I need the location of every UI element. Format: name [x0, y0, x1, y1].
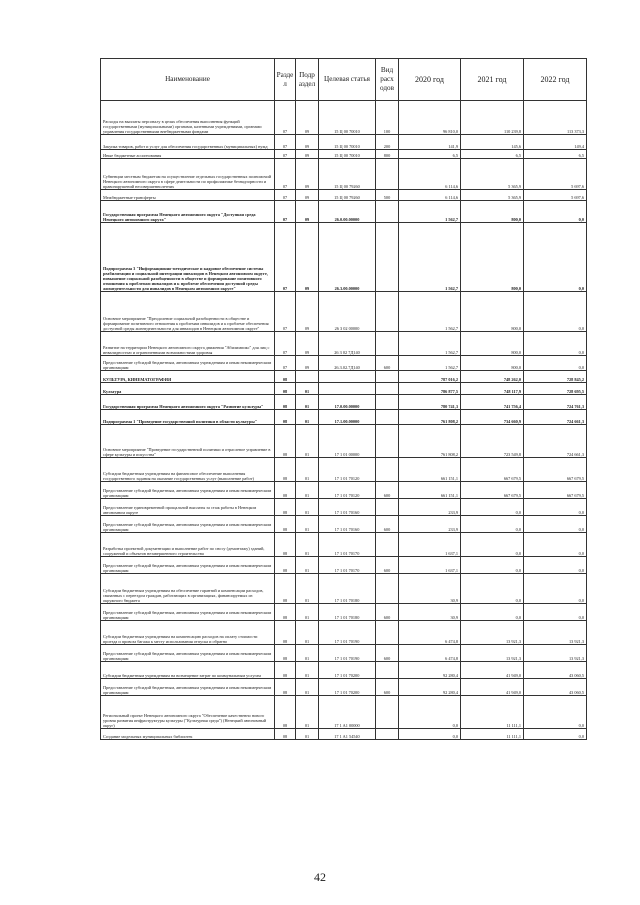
row-razdel: 08	[275, 662, 296, 679]
row-razdel: 07	[275, 190, 296, 201]
row-podrazdel: 01	[296, 729, 319, 740]
row-target: 26.3.00.00000	[319, 223, 376, 292]
row-podrazdel: 09	[296, 190, 319, 201]
row-razdel: 07	[275, 135, 296, 150]
row-vid	[376, 499, 399, 516]
row-2021: 800,0	[461, 332, 524, 356]
row-2021: 800,0	[461, 223, 524, 292]
row-2021: 0,0	[461, 574, 524, 604]
row-target: 15 Ц 00 70010	[319, 101, 376, 135]
row-name: Предоставление единовременной прощальной выплаты за стаж работы в Ненецком автономном округе	[101, 499, 275, 516]
table-row	[101, 201, 587, 223]
row-2022: 5 697,6	[524, 159, 587, 190]
row-podrazdel: 01	[296, 383, 319, 395]
row-podrazdel: 09	[296, 101, 319, 135]
header-target: Целевая статья	[319, 59, 376, 101]
header-vid: Вид расх одов	[376, 59, 399, 101]
row-podrazdel: 01	[296, 482, 319, 499]
row-razdel: 07	[275, 292, 296, 332]
row-target: 17 1 01 70120	[319, 482, 376, 499]
table-row	[101, 621, 587, 645]
table-row	[101, 332, 587, 356]
row-podrazdel: 01	[296, 679, 319, 696]
row-2022: 667 679,5	[524, 482, 587, 499]
row-razdel: 07	[275, 101, 296, 135]
row-2020: 6 474,8	[399, 621, 461, 645]
row-2020: 92 280,4	[399, 679, 461, 696]
row-name: Субсидии бюджетным учреждениям на возмещение затрат по коммунальным услугам	[101, 662, 275, 679]
row-target: 17 1 01 70180	[319, 604, 376, 621]
row-vid: 600	[376, 679, 399, 696]
row-name: Иные бюджетные ассигнования	[101, 150, 275, 159]
row-razdel: 07	[275, 159, 296, 190]
row-2021: 800,0	[461, 201, 524, 223]
row-target: 17 1 01 70120	[319, 458, 376, 482]
row-vid: 600	[376, 645, 399, 662]
row-2021: 5 365,9	[461, 159, 524, 190]
row-name: Развитие на территории Ненецкого автономного округа движения "Абилимпикс" для лиц с инвалидностью и ограниченными возможностями здоровья	[101, 332, 275, 356]
row-2021: 11 111,1	[461, 696, 524, 729]
row-2021: 748 117,9	[461, 383, 524, 395]
row-2021: 667 679,5	[461, 482, 524, 499]
table-header-row	[101, 59, 587, 101]
row-2020: 30,9	[399, 574, 461, 604]
row-podrazdel: 09	[296, 292, 319, 332]
row-name: Расходы на выплаты персоналу в целях обеспечения выполнения функций государственными (муниципальными) органами, казенными учреждениями, органами управления государственными внебюджетными фондами	[101, 101, 275, 135]
row-name: Разработка проектной документации и выполнение работ по сносу (демонтажу) зданий, сооружений и объектов незавершенного строительства	[101, 533, 275, 557]
row-name: Предоставление субсидий бюджетным, автономным учреждениям и иным некоммерческим организациям	[101, 645, 275, 662]
budget-table	[100, 58, 587, 740]
row-2020: 233,9	[399, 499, 461, 516]
row-2021: 0,0	[461, 499, 524, 516]
table-row	[101, 499, 587, 516]
row-vid	[376, 223, 399, 292]
row-2021: 11 111,1	[461, 729, 524, 740]
row-target: 15 Ц 00 70010	[319, 150, 376, 159]
row-2020: 0,0	[399, 696, 461, 729]
row-podrazdel: 01	[296, 557, 319, 574]
row-name: Субсидии бюджетным учреждениям на компенсацию расходов на оплату стоимости проезда и провоза багажа к месту использования отпуска и обратно	[101, 621, 275, 645]
table-row	[101, 410, 587, 425]
row-target: 26.3.02.7Д140	[319, 356, 376, 371]
row-podrazdel: 01	[296, 604, 319, 621]
row-name: Основное мероприятие "Преодоление социальной разобщенности в обществе и формирование позитивного отношения к проблемам инвалидов и к проблеме обеспечения доступной среды жизнедеятельности для инвалидов в Ненецком автономном округе"	[101, 292, 275, 332]
row-vid: 600	[376, 557, 399, 574]
row-podrazdel: 01	[296, 662, 319, 679]
row-vid	[376, 425, 399, 458]
row-podrazdel: 01	[296, 425, 319, 458]
row-2020: 141,9	[399, 135, 461, 150]
row-2020: 1 637,1	[399, 557, 461, 574]
row-razdel: 08	[275, 621, 296, 645]
row-target: 17 1 01 70200	[319, 662, 376, 679]
row-2021: 41 949,0	[461, 679, 524, 696]
row-target: 17 1 01 70160	[319, 499, 376, 516]
row-vid: 600	[376, 482, 399, 499]
row-2021: 6,5	[461, 150, 524, 159]
row-razdel: 08	[275, 679, 296, 696]
row-razdel: 07	[275, 356, 296, 371]
row-razdel: 08	[275, 371, 296, 383]
table-row	[101, 190, 587, 201]
row-podrazdel: 01	[296, 533, 319, 557]
header-2021: 2021 год	[461, 59, 524, 101]
row-razdel: 08	[275, 696, 296, 729]
row-vid: 100	[376, 101, 399, 135]
row-2022: 13 921,3	[524, 645, 587, 662]
row-2022: 724 661,3	[524, 410, 587, 425]
row-name: Предоставление субсидий бюджетным, автономным учреждениям и иным некоммерческим организациям	[101, 604, 275, 621]
row-name: Подпрограмма 3 "Информационно-методическое и кадровое обеспечение системы реабилитации и социальной интеграции инвалидов в Ненецком автономном округе, повышение социальной разобщенности в обществе и формирование позитивного отношения к проблемам инвалидов и к проблеме обеспечения доступной среды жизнедеятельности для инвалидов в Ненецком автономном округе"	[101, 223, 275, 292]
row-podrazdel: 01	[296, 499, 319, 516]
table-row	[101, 662, 587, 679]
table-row	[101, 159, 587, 190]
row-razdel: 08	[275, 395, 296, 410]
row-2021: 13 921,3	[461, 645, 524, 662]
row-vid	[376, 292, 399, 332]
row-name: Предоставление субсидий бюджетным, автономным учреждениям и иным некоммерческим организациям	[101, 356, 275, 371]
row-target: 17 1 01 70160	[319, 516, 376, 533]
row-2020: 661 151,1	[399, 458, 461, 482]
row-razdel: 07	[275, 223, 296, 292]
row-podrazdel: 01	[296, 621, 319, 645]
row-name: Предоставление субсидий бюджетным, автономным учреждениям и иным некоммерческим организациям	[101, 482, 275, 499]
row-vid	[376, 662, 399, 679]
row-vid	[376, 533, 399, 557]
table-row	[101, 101, 587, 135]
header-name: Наименование	[101, 59, 275, 101]
row-2021: 741 756,4	[461, 395, 524, 410]
table-body	[101, 101, 587, 740]
row-name: Государственная программа Ненецкого автономного округа "Развитие культуры"	[101, 395, 275, 410]
row-podrazdel: 01	[296, 458, 319, 482]
row-2021: 734 660,9	[461, 410, 524, 425]
row-vid: 600	[376, 604, 399, 621]
row-razdel: 08	[275, 499, 296, 516]
row-2020: 233,9	[399, 516, 461, 533]
row-2022: 728 845,2	[524, 371, 587, 383]
row-name: Основное мероприятие "Проведение государственной политики и отраслевое управление в сфере культуры и искусства"	[101, 425, 275, 458]
table-row	[101, 425, 587, 458]
row-vid	[376, 729, 399, 740]
row-target: 17.0.00.00000	[319, 395, 376, 410]
row-podrazdel: 09	[296, 356, 319, 371]
row-2020: 786 877,5	[399, 383, 461, 395]
row-vid	[376, 395, 399, 410]
row-2022: 0,0	[524, 557, 587, 574]
row-razdel: 08	[275, 482, 296, 499]
row-2022: 667 679,5	[524, 458, 587, 482]
header-podrazdel: Подр аздел	[296, 59, 319, 101]
row-target: 17 1 01 00000	[319, 425, 376, 458]
table-row	[101, 292, 587, 332]
row-vid	[376, 201, 399, 223]
row-2020: 1 637,1	[399, 533, 461, 557]
row-2022: 0,0	[524, 729, 587, 740]
table-row	[101, 482, 587, 499]
row-2020: 92 280,4	[399, 662, 461, 679]
row-podrazdel: 09	[296, 159, 319, 190]
row-2020: 0,0	[399, 729, 461, 740]
row-target: 17 1 01 70170	[319, 533, 376, 557]
row-2020: 96 810,0	[399, 101, 461, 135]
row-2022: 5 697,6	[524, 190, 587, 201]
row-2020: 6,5	[399, 150, 461, 159]
row-razdel: 08	[275, 516, 296, 533]
row-target: 17 1 01 70180	[319, 574, 376, 604]
table-row	[101, 371, 587, 383]
row-name: Субсидии бюджетным учреждениям на финансовое обеспечение выполнения государственного задания на оказание государственных услуг (выполнение работ)	[101, 458, 275, 482]
row-2020: 787 016,2	[399, 371, 461, 383]
row-razdel: 07	[275, 150, 296, 159]
row-name: Субсидии бюджетным учреждениям на обеспечение гарантий и компенсации расходов, связанных с переездом граждан, работающих в организациях, финансируемых из окружного бюджета	[101, 574, 275, 604]
row-2021: 667 679,5	[461, 458, 524, 482]
row-name: Культура	[101, 383, 275, 395]
row-vid	[376, 621, 399, 645]
row-2022: 0,0	[524, 292, 587, 332]
row-razdel: 07	[275, 332, 296, 356]
row-razdel: 08	[275, 533, 296, 557]
table-row	[101, 356, 587, 371]
row-vid	[376, 371, 399, 383]
row-2021: 145,6	[461, 135, 524, 150]
table-row	[101, 604, 587, 621]
row-name: Государственная программа Ненецкого автономного округа "Доступная среда Ненецкого автономного округа"	[101, 201, 275, 223]
row-razdel: 08	[275, 645, 296, 662]
row-vid	[376, 574, 399, 604]
page-number: 42	[314, 870, 326, 884]
row-2022: 13 921,3	[524, 621, 587, 645]
table-row	[101, 645, 587, 662]
row-vid: 200	[376, 135, 399, 150]
row-2022: 0,0	[524, 499, 587, 516]
row-razdel: 08	[275, 383, 296, 395]
row-podrazdel	[296, 371, 319, 383]
row-target: 17.1.00.00000	[319, 410, 376, 425]
row-2022: 0,0	[524, 223, 587, 292]
table-row	[101, 574, 587, 604]
row-podrazdel: 01	[296, 574, 319, 604]
row-2022: 724 761,3	[524, 395, 587, 410]
row-target: 17 1 01 70190	[319, 645, 376, 662]
row-razdel: 08	[275, 458, 296, 482]
row-name: Региональный проект Ненецкого автономного округа "Обеспечение качественно нового уровня развития инфраструктуры культуры ("Культурная среда") (Ненецкий автономный округ)	[101, 696, 275, 729]
table-row	[101, 383, 587, 395]
row-name: Закупка товаров, работ и услуг для обеспечения государственных (муниципальных) нужд	[101, 135, 275, 150]
row-2022: 0,0	[524, 356, 587, 371]
row-podrazdel: 09	[296, 150, 319, 159]
header-2020: 2020 год	[399, 59, 461, 101]
row-2022: 149,4	[524, 135, 587, 150]
row-2022: 0,0	[524, 574, 587, 604]
table-row	[101, 679, 587, 696]
row-podrazdel: 09	[296, 135, 319, 150]
row-vid: 600	[376, 516, 399, 533]
row-target: 17 1 A1 54540	[319, 729, 376, 740]
row-2020: 30,9	[399, 604, 461, 621]
row-2020: 1 562,7	[399, 292, 461, 332]
row-2021: 41 949,0	[461, 662, 524, 679]
row-name: Предоставление субсидий бюджетным, автономным учреждениям и иным некоммерческим организациям	[101, 516, 275, 533]
row-2020: 761 808,2	[399, 410, 461, 425]
row-podrazdel: 01	[296, 410, 319, 425]
row-2021: 5 365,9	[461, 190, 524, 201]
row-vid	[376, 332, 399, 356]
row-target	[319, 383, 376, 395]
table-row	[101, 533, 587, 557]
row-2021: 13 921,3	[461, 621, 524, 645]
row-razdel: 08	[275, 729, 296, 740]
row-name: Предоставление субсидий бюджетным, автономным учреждениям и иным некоммерческим организациям	[101, 679, 275, 696]
row-2020: 6 114,6	[399, 159, 461, 190]
row-2022: 0,0	[524, 533, 587, 557]
table-row	[101, 516, 587, 533]
row-vid	[376, 696, 399, 729]
row-razdel: 07	[275, 201, 296, 223]
row-vid: 600	[376, 356, 399, 371]
row-2020: 1 562,7	[399, 356, 461, 371]
row-2022: 113 373,3	[524, 101, 587, 135]
row-2020: 6 474,8	[399, 645, 461, 662]
row-target: 15 Ц 00 79260	[319, 159, 376, 190]
row-2020: 661 151,1	[399, 482, 461, 499]
row-razdel: 08	[275, 425, 296, 458]
row-2022: 43 060,5	[524, 679, 587, 696]
row-2022: 0,0	[524, 696, 587, 729]
table-row	[101, 395, 587, 410]
row-2022: 0,0	[524, 516, 587, 533]
table-row	[101, 557, 587, 574]
row-2020: 1 562,7	[399, 201, 461, 223]
table-row	[101, 135, 587, 150]
row-2022: 0,0	[524, 332, 587, 356]
row-name: Подпрограмма 1 "Проведение государственной политики в области культуры"	[101, 410, 275, 425]
row-vid	[376, 458, 399, 482]
row-2021: 0,0	[461, 557, 524, 574]
row-2022: 0,0	[524, 201, 587, 223]
row-2021: 800,0	[461, 356, 524, 371]
row-name: КУЛЬТУРА, КИНЕМАТОГРАФИЯ	[101, 371, 275, 383]
row-target: 26 3 02 7Д140	[319, 332, 376, 356]
row-2022: 0,0	[524, 604, 587, 621]
row-2021: 0,0	[461, 516, 524, 533]
row-target: 15 Ц 00 70010	[319, 135, 376, 150]
table-row	[101, 458, 587, 482]
row-podrazdel: 09	[296, 223, 319, 292]
row-name: Создание модельных муниципальных библиотек	[101, 729, 275, 740]
row-target: 17 1 01 70170	[319, 557, 376, 574]
row-2020: 6 114,6	[399, 190, 461, 201]
row-2020: 761 808,2	[399, 425, 461, 458]
row-target: 17 1 01 70190	[319, 621, 376, 645]
row-razdel: 08	[275, 410, 296, 425]
row-podrazdel: 01	[296, 696, 319, 729]
row-razdel: 08	[275, 574, 296, 604]
row-2021: 800,0	[461, 292, 524, 332]
row-target: 17 1 A1 00000	[319, 696, 376, 729]
row-vid: 500	[376, 190, 399, 201]
row-2021: 748 262,0	[461, 371, 524, 383]
row-target: 26 3 02 00000	[319, 292, 376, 332]
row-name: Субвенции местным бюджетам на осуществление отдельных государственных полномочий Ненецкого автономного округа в сфере деятельности по профилактике безнадзорности и правонарушений несовершеннолетних	[101, 159, 275, 190]
row-2021: 0,0	[461, 604, 524, 621]
row-podrazdel: 01	[296, 516, 319, 533]
row-vid: 800	[376, 150, 399, 159]
row-2020: 1 562,7	[399, 332, 461, 356]
row-podrazdel: 01	[296, 395, 319, 410]
table-row	[101, 729, 587, 740]
row-2022: 728 695,5	[524, 383, 587, 395]
row-target: 15 Ц 00 79260	[319, 190, 376, 201]
row-2022: 6,5	[524, 150, 587, 159]
row-razdel: 08	[275, 557, 296, 574]
row-target	[319, 371, 376, 383]
row-name: Предоставление субсидий бюджетным, автономным учреждениям и иным некоммерческим организациям	[101, 557, 275, 574]
row-vid	[376, 159, 399, 190]
row-2021: 723 549,8	[461, 425, 524, 458]
table-row	[101, 223, 587, 292]
row-2022: 43 060,5	[524, 662, 587, 679]
row-2020: 780 741,3	[399, 395, 461, 410]
table-row	[101, 150, 587, 159]
row-razdel: 08	[275, 604, 296, 621]
row-2022: 724 661,3	[524, 425, 587, 458]
row-podrazdel: 09	[296, 201, 319, 223]
row-podrazdel: 09	[296, 332, 319, 356]
row-2021: 110 239,8	[461, 101, 524, 135]
table-row	[101, 696, 587, 729]
row-vid	[376, 383, 399, 395]
header-2022: 2022 год	[524, 59, 587, 101]
row-target: 17 1 01 70200	[319, 679, 376, 696]
row-name: Межбюджетные трансферты	[101, 190, 275, 201]
row-podrazdel: 01	[296, 645, 319, 662]
header-razdel: Разде л	[275, 59, 296, 101]
row-vid	[376, 410, 399, 425]
row-target: 26.0.00.00000	[319, 201, 376, 223]
row-2020: 1 562,7	[399, 223, 461, 292]
row-2021: 0,0	[461, 533, 524, 557]
